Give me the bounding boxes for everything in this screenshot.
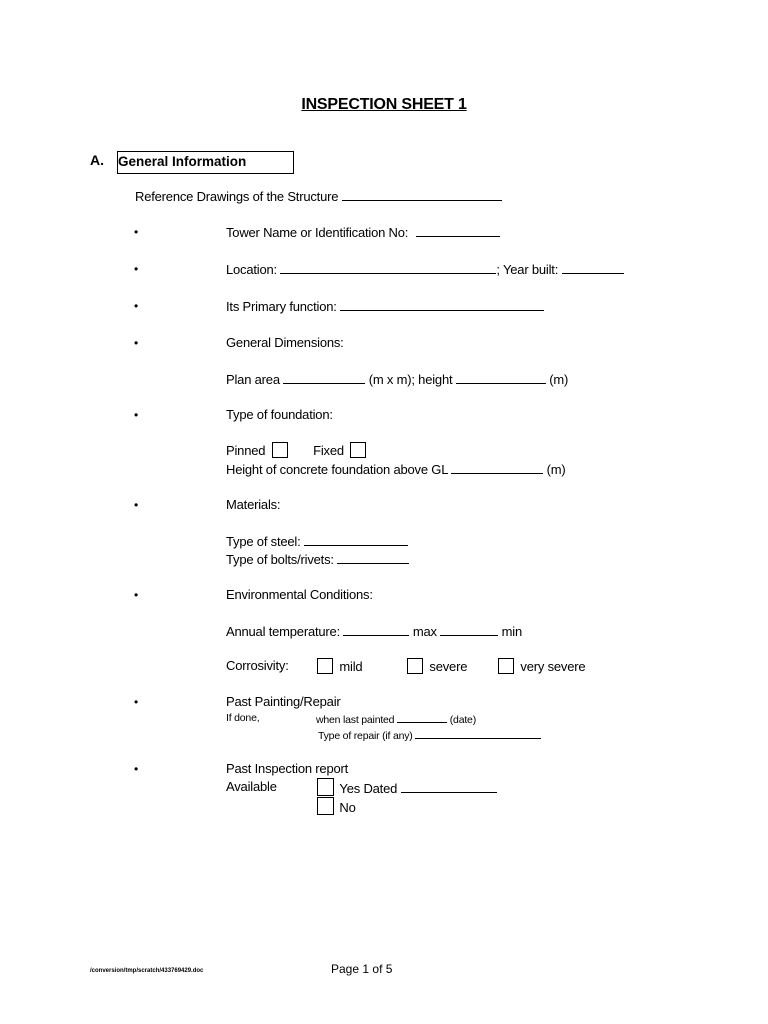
primary-function-row	[226, 298, 544, 314]
no-checkbox[interactable]	[317, 797, 334, 815]
tower-field[interactable]	[416, 224, 500, 237]
foundation-height-row	[226, 461, 565, 477]
plan-area-row	[226, 371, 568, 387]
severe-label: severe	[429, 659, 468, 674]
yes-dated-label: Yes Dated	[339, 781, 398, 796]
steel-type-row	[226, 533, 408, 549]
year-built-field[interactable]	[562, 261, 624, 274]
date-label: (date)	[449, 714, 476, 726]
reference-drawings-row	[135, 188, 502, 204]
height-unit: (m)	[549, 372, 569, 387]
past-painting-label: Past Painting/Repair	[226, 694, 341, 709]
bolts-type-label: Type of bolts/rivets:	[226, 552, 334, 567]
location-row	[226, 261, 624, 277]
fixed-label: Fixed	[313, 443, 344, 458]
foundation-type-label: Type of foundation:	[226, 407, 333, 422]
severe-checkbox[interactable]	[407, 658, 423, 674]
primary-function-field[interactable]	[340, 298, 544, 311]
mild-label: mild	[339, 659, 363, 674]
inspection-no-option	[317, 797, 356, 815]
foundation-height-field[interactable]	[451, 461, 543, 474]
page-total: 5	[385, 962, 393, 976]
pinned-label: Pinned	[226, 443, 266, 458]
bullet: •	[134, 299, 139, 313]
steel-type-field[interactable]	[304, 533, 408, 546]
foundation-height-unit: (m)	[546, 462, 566, 477]
tower-row	[226, 224, 500, 240]
page-label: Page	[331, 962, 360, 976]
annual-temp-label: Annual temperature:	[226, 624, 340, 639]
type-of-repair-label: Type of repair (if any)	[318, 730, 413, 742]
general-dimensions-label: General Dimensions:	[226, 335, 344, 350]
bolts-type-field[interactable]	[337, 551, 409, 564]
temp-max-field[interactable]	[343, 623, 409, 636]
section-heading: General Information	[117, 151, 294, 174]
corrosivity-very-severe-option	[498, 658, 585, 674]
mild-checkbox[interactable]	[317, 658, 333, 674]
last-painted-field[interactable]	[397, 712, 447, 723]
corrosivity-label: Corrosivity:	[226, 658, 289, 673]
foundation-options-row	[226, 442, 366, 458]
fixed-checkbox[interactable]	[350, 442, 366, 458]
steel-type-label: Type of steel:	[226, 534, 301, 549]
yes-checkbox[interactable]	[317, 778, 334, 796]
location-field[interactable]	[280, 261, 496, 274]
bullet: •	[134, 695, 139, 709]
no-label: No	[339, 800, 356, 815]
annual-temp-row	[226, 623, 522, 639]
last-painted-row	[316, 712, 476, 726]
page-title: INSPECTION SHEET 1	[301, 96, 467, 113]
footer-file-path: /conversion/tmp/scratch/433769429.doc	[90, 968, 204, 974]
bullet: •	[134, 588, 139, 602]
reference-drawings-field[interactable]	[342, 188, 502, 201]
min-label: min	[501, 624, 523, 639]
section-letter: A.	[90, 152, 104, 168]
footer-page-number	[331, 962, 392, 976]
bullet: •	[134, 498, 139, 512]
primary-function-label: Its Primary function:	[226, 299, 337, 314]
bullet: •	[134, 336, 139, 350]
mxm-height-label: (m x m); height	[368, 372, 453, 387]
past-inspection-label: Past Inspection report	[226, 761, 349, 776]
corrosivity-mild-option	[317, 658, 362, 674]
foundation-height-label: Height of concrete foundation above GL	[226, 462, 448, 477]
tower-label: Tower Name or Identification No:	[226, 225, 409, 240]
if-done-label: If done,	[226, 712, 260, 724]
bullet: •	[134, 408, 139, 422]
plan-area-label: Plan area	[226, 372, 280, 387]
repair-type-field[interactable]	[415, 728, 541, 739]
repair-type-row	[318, 728, 541, 742]
bolts-type-row	[226, 551, 409, 567]
materials-label: Materials:	[226, 497, 281, 512]
very-severe-checkbox[interactable]	[498, 658, 514, 674]
of-label: of	[372, 962, 383, 976]
location-label: Location:	[226, 262, 277, 277]
corrosivity-severe-option	[407, 658, 467, 674]
bullet: •	[134, 262, 139, 276]
bullet: •	[134, 225, 139, 239]
page-current: 1	[362, 962, 370, 976]
height-field[interactable]	[456, 371, 546, 384]
pinned-checkbox[interactable]	[272, 442, 288, 458]
bullet: •	[134, 762, 139, 776]
max-label: max	[412, 624, 437, 639]
inspection-yes-option	[317, 778, 497, 796]
when-last-painted-label: when last painted	[316, 714, 395, 726]
env-conditions-label: Environmental Conditions:	[226, 587, 373, 602]
reference-drawings-label: Reference Drawings of the Structure	[135, 189, 339, 204]
available-label: Available	[226, 779, 277, 794]
temp-min-field[interactable]	[440, 623, 498, 636]
year-built-label: ; Year built:	[496, 262, 559, 277]
very-severe-label: very severe	[520, 659, 586, 674]
yes-dated-field[interactable]	[401, 780, 497, 793]
plan-area-field[interactable]	[283, 371, 365, 384]
